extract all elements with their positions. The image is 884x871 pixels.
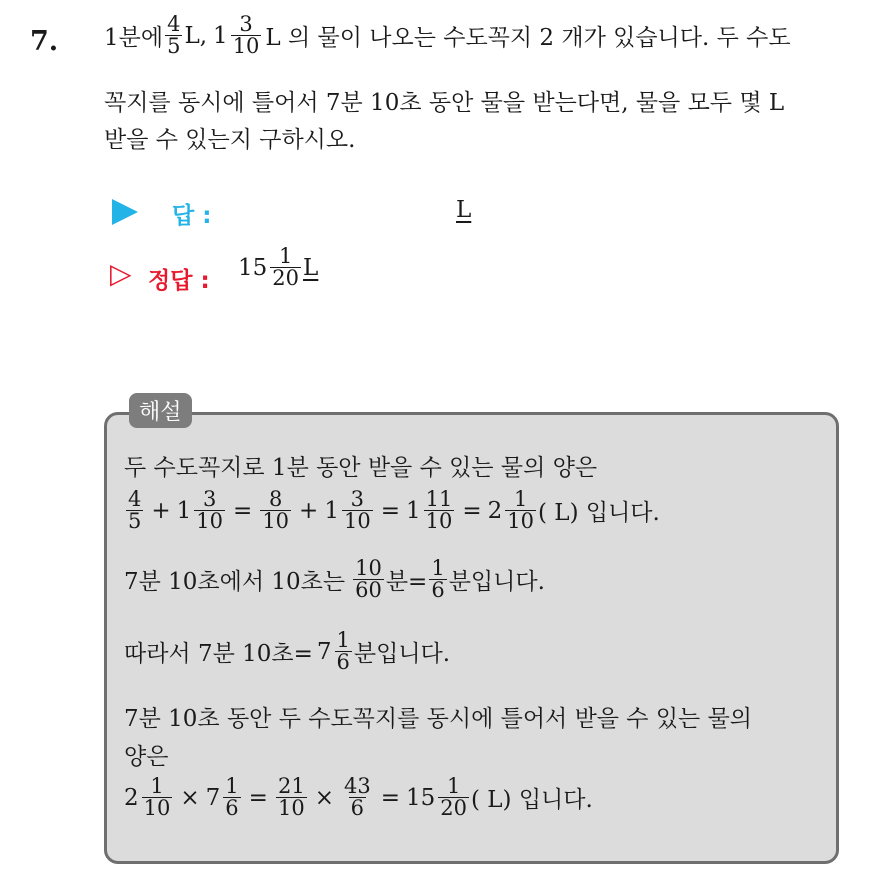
fraction <box>165 14 182 57</box>
fraction <box>342 776 373 819</box>
correct-label: 정답 : <box>148 268 210 294</box>
fraction-denominator: 6 <box>431 578 445 602</box>
fraction <box>429 558 446 601</box>
solution-line-4: 따라서 7분 10초= 7 $\frac{1}{6}$ 분입니다. <box>124 628 451 674</box>
fraction <box>223 776 240 819</box>
solution-line-6: 양은 <box>124 744 169 770</box>
fraction <box>231 14 262 57</box>
fraction-denominator: 10 <box>507 509 535 533</box>
outline-triangle-icon: ▷ <box>110 257 132 290</box>
answer-unit: L <box>456 197 472 223</box>
fraction-denominator: 6 <box>350 796 365 820</box>
q-post: L 의 물이 나오는 수도꼭지 2 개가 있습니다. 두 수도 <box>265 25 791 51</box>
fraction-numerator: 3 <box>350 487 365 511</box>
fraction <box>424 489 455 532</box>
fraction <box>270 246 301 289</box>
fraction-numerator: 3 <box>239 12 253 36</box>
question-line-3: 받을 수 있는지 구하시오. <box>104 127 356 153</box>
fraction-denominator: 6 <box>225 796 239 820</box>
solution-line-7: 2 $\frac{1}{10}$ × 7 $\frac{1}{6}$ = $\frac{21}{10}$ × $\frac{43}{6}$ = 15 $\frac{1}{20}$ ( L) 입니다. <box>124 774 593 820</box>
fraction <box>142 776 173 819</box>
fraction-denominator: 10 <box>343 509 371 533</box>
fraction-numerator: 1 <box>446 774 461 798</box>
fraction-numerator: 1 <box>431 556 445 580</box>
solution-line-3: 7분 10초에서 10초는 $\frac{10}{60}$ 분= $\frac{1}{6}$ 분입니다. <box>124 556 545 602</box>
play-triangle-icon <box>112 199 138 225</box>
fraction <box>335 630 352 673</box>
fraction <box>260 489 291 532</box>
fraction-numerator: 3 <box>202 487 217 511</box>
question-line-2: 꼭지를 동시에 틀어서 7분 10초 동안 물을 받는다면, 물을 모두 몇 L <box>104 90 785 116</box>
mixed-whole: 1 <box>213 22 228 49</box>
fraction-denominator: 20 <box>440 796 467 820</box>
fraction-denominator: 20 <box>272 266 300 290</box>
fraction <box>438 776 469 819</box>
fraction-denominator: 6 <box>336 650 350 674</box>
solution-line-2: $\frac{4}{5}$ + 1 $\frac{3}{10}$ = $\frac{8}{10}$ + 1 $\frac{3}{10}$ = 1 $\frac{11}{10}$ = 2 $\frac{1}{10}$ ( L) 입니다. <box>128 487 660 533</box>
fraction-numerator: 4 <box>128 487 142 511</box>
fraction-denominator: 10 <box>425 509 453 533</box>
fraction-denominator: 10 <box>143 796 171 820</box>
fraction-denominator: 60 <box>355 578 382 602</box>
fraction <box>342 489 373 532</box>
question-number: 7. <box>30 26 59 57</box>
solution-tag: 해설 <box>129 393 192 428</box>
q-pre: 1분에 <box>104 25 164 51</box>
fraction-numerator: 21 <box>277 774 305 798</box>
fraction-numerator: 1 <box>513 487 528 511</box>
solution-line-1: 두 수도꼭지로 1분 동안 받을 수 있는 물의 양은 <box>124 455 598 481</box>
fraction-denominator: 10 <box>232 34 260 58</box>
fraction <box>353 558 384 601</box>
fraction-denominator: 5 <box>167 34 181 58</box>
fraction-numerator: 11 <box>425 487 453 511</box>
fraction-numerator: 43 <box>343 774 371 798</box>
fraction-numerator: 1 <box>225 774 239 798</box>
q-unit: L, <box>184 22 208 49</box>
fraction-numerator: 10 <box>355 556 382 580</box>
solution-line-5: 7분 10초 동안 두 수도꼭지를 동시에 틀어서 받을 수 있는 물의 <box>124 706 753 732</box>
fraction-denominator: 10 <box>262 509 290 533</box>
fraction-numerator: 8 <box>268 487 283 511</box>
fraction-numerator: 1 <box>336 628 350 652</box>
question-line-1 <box>104 14 791 57</box>
answer-label: 답 : <box>172 203 212 229</box>
fraction <box>126 489 143 532</box>
fraction-numerator: 4 <box>167 12 181 36</box>
fraction-numerator: 1 <box>150 774 164 798</box>
fraction <box>276 776 307 819</box>
fraction-denominator: 10 <box>196 509 224 533</box>
fraction-numerator: 1 <box>278 244 293 268</box>
fraction <box>194 489 225 532</box>
correct-value: 15 $\frac{1}{20}$ L <box>238 244 319 290</box>
fraction-denominator: 5 <box>128 509 142 533</box>
correct-unit: L <box>303 254 319 281</box>
fraction <box>505 489 536 532</box>
fraction-denominator: 10 <box>277 796 305 820</box>
